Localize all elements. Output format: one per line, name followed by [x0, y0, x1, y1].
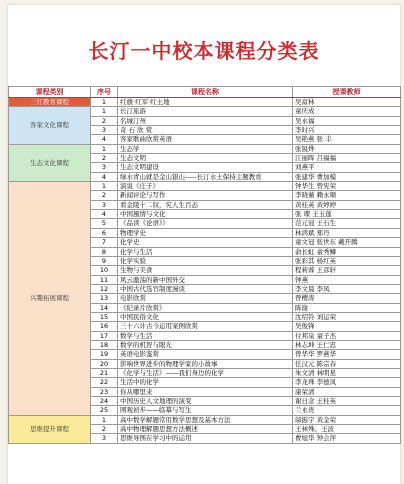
header-index: 序号	[91, 87, 118, 98]
course-name-cell: 长汀旅游	[118, 107, 293, 116]
teacher-cell: 范元冠 王石生	[293, 219, 401, 228]
index-cell: 2	[91, 191, 118, 200]
course-name-cell: 英语电影鉴赏	[118, 350, 293, 359]
teacher-cell: 邬振宇 黄金荣	[293, 415, 401, 424]
index-cell: 23	[91, 387, 118, 396]
course-name-cell: 客家歌曲欣赏英语	[118, 135, 293, 144]
index-cell: 5	[91, 219, 118, 228]
course-name-cell: 生物与美食	[118, 266, 293, 275]
teacher-cell: 钟燕	[293, 275, 401, 284]
course-name-cell: 影响世界进步的物理学家的小故事	[118, 359, 293, 368]
course-name-cell: 高中物理解题思想方法概述	[118, 425, 293, 434]
index-cell: 24	[91, 397, 118, 406]
index-cell: 17	[91, 331, 118, 340]
header-name: 课程名称	[118, 87, 293, 98]
course-name-cell: 生态学	[118, 144, 293, 153]
index-cell: 19	[91, 350, 118, 359]
course-name-cell: 演说《庄子》	[118, 182, 293, 191]
table-row	[9, 107, 401, 116]
course-name-cell: 中国历史人文地理的演变	[118, 397, 293, 406]
index-cell: 4	[91, 172, 118, 181]
category-cell: 兴趣拓展课程	[9, 182, 91, 416]
course-name-cell: 数学与生活	[118, 331, 293, 340]
teacher-cell: 张 璨 王玉莲	[293, 210, 401, 219]
teacher-cell: 程莉蓉 王彦轩	[293, 266, 401, 275]
category-cell: 思维提升课程	[9, 415, 91, 443]
category-cell: 三红教育课程	[9, 98, 91, 107]
index-cell: 18	[91, 340, 118, 349]
course-name-cell: 风云激荡的新中国外交	[118, 275, 293, 284]
page-title: 长汀一中校本课程分类表	[88, 39, 320, 63]
index-cell: 1	[91, 144, 118, 153]
table-row	[9, 98, 401, 107]
teacher-cell: 钟华生 曾宪荣	[293, 182, 401, 191]
course-name-cell: 《化学与生活》——我们身边的化学	[118, 368, 293, 377]
index-cell: 1	[91, 182, 118, 191]
teacher-cell: 俞长虹 童秀鳞	[293, 247, 401, 256]
teacher-cell: 曹旭华 钟会萍	[293, 434, 401, 443]
index-cell: 13	[91, 294, 118, 303]
index-cell: 3	[91, 434, 118, 443]
teacher-cell: 林志坤 王仁忠	[293, 340, 401, 349]
index-cell: 3	[91, 163, 118, 172]
teacher-cell: 李晓薇 赖永顺	[293, 191, 401, 200]
course-table-body	[9, 98, 401, 444]
course-name-cell: 绿水青山就是金山银山-----长汀水土保持主题教育	[118, 172, 293, 181]
index-cell: 8	[91, 247, 118, 256]
course-name-cell: 《纪录片欣赏》	[118, 303, 293, 312]
teacher-cell: 李时兴	[293, 126, 401, 135]
index-cell: 15	[91, 312, 118, 321]
index-cell: 9	[91, 256, 118, 265]
teacher-cell: 江丽晖 吕福福	[293, 154, 401, 163]
course-name-cell: 《品读《论语》》	[118, 219, 293, 228]
category-cell: 客家文化课程	[9, 107, 91, 144]
index-cell: 4	[91, 135, 118, 144]
teacher-cell: 曾华华 罗燕华	[293, 350, 401, 359]
teacher-cell: 谢日念 王桂英	[293, 397, 401, 406]
course-name-cell: 中国風情与文化	[118, 210, 293, 219]
index-cell: 10	[91, 266, 118, 275]
table-row	[9, 144, 401, 153]
course-name-cell: 思维导图在学习中的运用	[118, 434, 293, 443]
course-name-cell: 新闻评论与写作	[118, 191, 293, 200]
index-cell: 4	[91, 210, 118, 219]
course-name-cell: 高中数学解题常用数学思想及基本方法	[118, 415, 293, 424]
index-cell: 11	[91, 275, 118, 284]
teacher-cell: 童文冠 张世东 戴开腾	[293, 238, 401, 247]
course-name-cell: 数学的机智与眼光	[118, 340, 293, 349]
teacher-cell: 童庆成	[293, 107, 401, 116]
index-cell: 21	[91, 368, 118, 377]
course-name-cell: 中国民俗文化	[118, 312, 293, 321]
index-cell: 2	[91, 116, 118, 125]
course-name-cell: 名城汀州	[118, 116, 293, 125]
teacher-cell: 康荣清	[293, 387, 401, 396]
teacher-cell: 张彩其 杨红英	[293, 256, 401, 265]
teacher-cell: 付邦泉 童子杰	[293, 331, 401, 340]
teacher-cell: 朱文清 林明星	[293, 368, 401, 377]
course-table	[8, 86, 401, 444]
table-row	[9, 415, 401, 424]
course-name-cell: 电影欣赏	[118, 294, 293, 303]
teacher-cell: 吴永福	[293, 116, 401, 125]
course-name-cell: 你从哪里来	[118, 387, 293, 396]
course-name-cell: 奇 石 欣 赏	[118, 126, 293, 135]
course-name-cell: 生活中的化学	[118, 378, 293, 387]
teacher-cell: 黄桂英 黄婷婷	[293, 200, 401, 209]
index-cell: 3	[91, 126, 118, 135]
teacher-cell: 吴艳燕 张 丰	[293, 135, 401, 144]
teacher-cell: 陈谢	[293, 303, 401, 312]
course-name-cell: 生态文明建设	[118, 163, 293, 172]
header-teacher: 授课教师	[293, 87, 401, 98]
teacher-cell: 王林殊、王波	[293, 425, 401, 434]
table-header-row	[9, 87, 401, 98]
index-cell: 12	[91, 284, 118, 293]
teacher-cell: 任汉元 陈宗春	[293, 359, 401, 368]
index-cell: 7	[91, 238, 118, 247]
index-cell: 16	[91, 322, 118, 331]
table-row	[9, 182, 401, 191]
index-cell: 6	[91, 228, 118, 237]
course-name-cell: 看金陵十二钗，究人生百态	[118, 200, 293, 209]
index-cell: 2	[91, 425, 118, 434]
teacher-cell: 林鸿斌 郑丹	[293, 228, 401, 237]
course-name-cell: 中国古代选官制度漫谈	[118, 284, 293, 293]
index-cell: 2	[91, 154, 118, 163]
index-cell: 1	[91, 415, 118, 424]
index-cell: 25	[91, 406, 118, 415]
course-name-cell: 红旗·红军·红土地	[118, 98, 293, 107]
index-cell: 1	[91, 98, 118, 107]
teacher-cell: 沈绍铃 刘运荣	[293, 312, 401, 321]
course-name-cell: 化学与生活	[118, 247, 293, 256]
teacher-cell: 李文晨 李凤	[293, 284, 401, 293]
course-name-cell: 化学实验	[118, 256, 293, 265]
teacher-cell: 曾樱涛	[293, 294, 401, 303]
category-cell: 生态文化课程	[9, 144, 91, 181]
index-cell: 1	[91, 107, 118, 116]
course-name-cell: 物理学史	[118, 228, 293, 237]
course-name-cell: 化学史	[118, 238, 293, 247]
teacher-cell: 张建华 曹加模	[293, 172, 401, 181]
course-name-cell: 围观初步——临摹与写生	[118, 406, 293, 415]
course-sheet	[8, 5, 400, 484]
index-cell: 3	[91, 200, 118, 209]
index-cell: 22	[91, 378, 118, 387]
teacher-cell: 刘燕平	[293, 163, 401, 172]
teacher-cell: 吴俊锋	[293, 322, 401, 331]
teacher-cell: 吴富林	[293, 98, 401, 107]
course-name-cell: 三十六计古今运用案例欣赏	[118, 322, 293, 331]
teacher-cell: 兰永贵	[293, 406, 401, 415]
teacher-cell: 张锐烨	[293, 144, 401, 153]
index-cell: 20	[91, 359, 118, 368]
header-category: 课程类别	[9, 87, 91, 98]
teacher-cell: 李龙珠 李德凤	[293, 378, 401, 387]
index-cell: 14	[91, 303, 118, 312]
course-name-cell: 生态文明	[118, 154, 293, 163]
